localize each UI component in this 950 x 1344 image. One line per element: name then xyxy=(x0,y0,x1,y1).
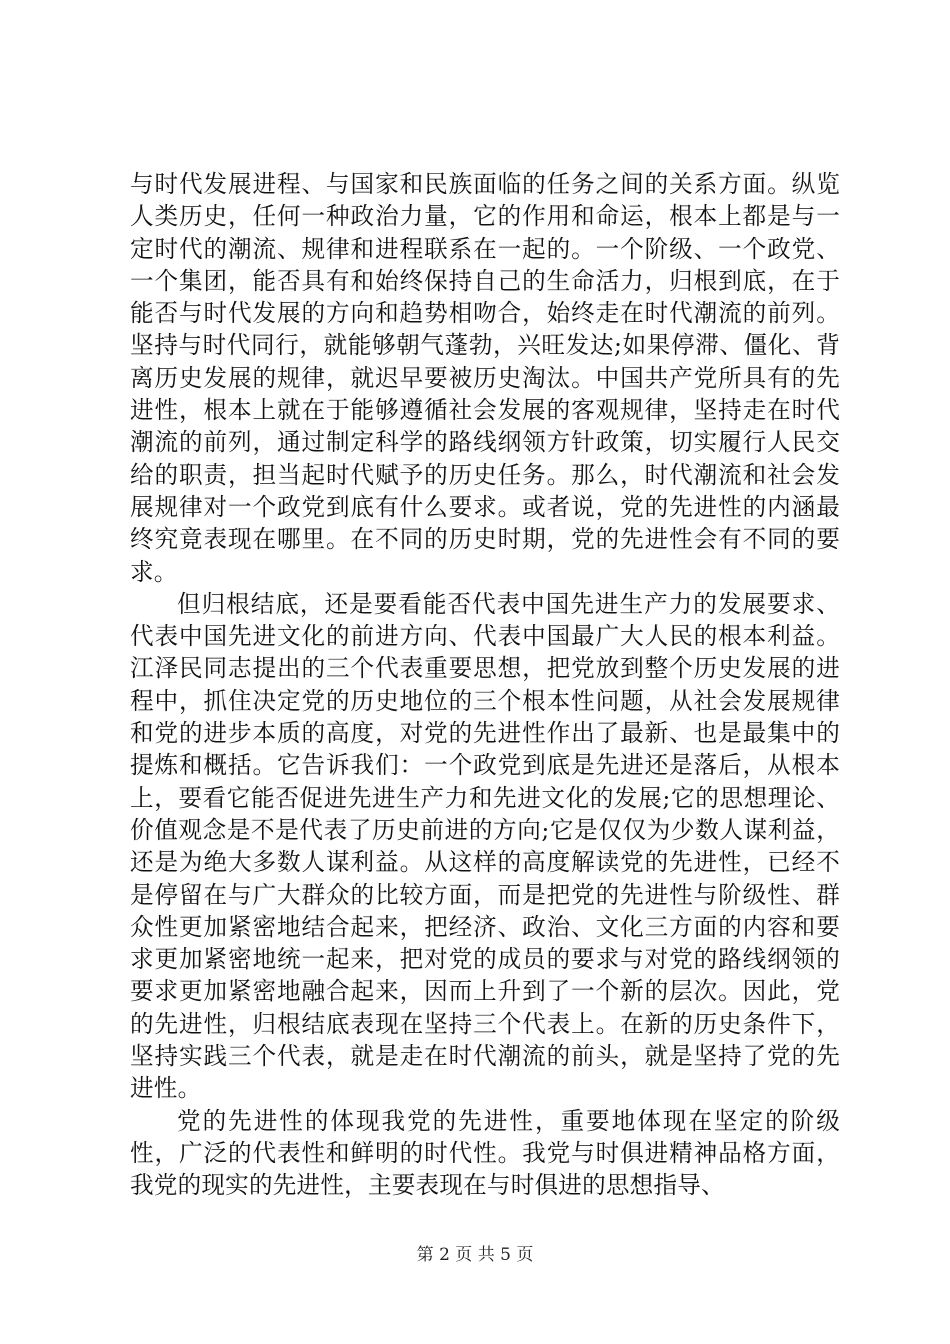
page-number-footer: 第 2 页 共 5 页 xyxy=(416,1245,534,1265)
paragraph-1: 与时代发展进程、与国家和民族面临的任务之间的关系方面。纵览人类历史，任何一种政治力量，它的作用和命运，根本上都是与一定时代的潮流、规律和进程联系在一起的。一个阶级、一个政党、一个集团，能否具有和始终保持自己的生命活力，归根到底，在于能否与时代发展的方向和趋势相吻合，始终走在时代潮流的前列。坚持与时代同行，就能够朝气蓬勃，兴旺发达;如果停滞、僵化、背离历史发展的规律，就迟早要被历史淘汰。中国共产党所具有的先进性，根本上就在于能够遵循社会发展的客观规律，坚持走在时代潮流的前列，通过制定科学的路线纲领方针政策，切实履行人民交给的职责，担当起时代赋予的历史任务。那么，时代潮流和社会发展规律对一个政党到底有什么要求。或者说，党的先进性的内涵最终究竟表现在哪里。在不同的历史时期，党的先进性会有不同的要求。 xyxy=(130,170,840,586)
document-body xyxy=(130,168,840,1202)
paragraph-3: 党的先进性的体现我党的先进性，重要地体现在坚定的阶级性，广泛的代表性和鲜明的时代性。我党与时俱进精神品格方面，我党的现实的先进性，主要表现在与时俱进的思想指导、 xyxy=(130,1106,840,1200)
paragraph-2: 但归根结底，还是要看能否代表中国先进生产力的发展要求、代表中国先进文化的前进方向、代表中国最广大人民的根本利益。江泽民同志提出的三个代表重要思想，把党放到整个历史发展的进程中，抓住决定党的历史地位的三个根本性问题，从社会发展规律和党的进步本质的高度，对党的先进性作出了最新、也是最集中的提炼和概括。它告诉我们：一个政党到底是先进还是落后，从根本上，要看它能否促进先进生产力和先进文化的发展;它的思想理论、价值观念是不是代表了历史前进的方向;它是仅仅为少数人谋利益，还是为绝大多数人谋利益。从这样的高度解读党的先进性，已经不是停留在与广大群众的比较方面，而是把党的先进性与阶级性、群众性更加紧密地结合起来，把经济、政治、文化三方面的内容和要求更加紧密地统一起来，把对党的成员的要求与对党的路线纲领的要求更加紧密地融合起来，因而上升到了一个新的层次。因此，党的先进性，归根结底表现在坚持三个代表上。在新的历史条件下，坚持实践三个代表，就是走在时代潮流的前头，就是坚持了党的先进性。 xyxy=(130,589,840,1103)
